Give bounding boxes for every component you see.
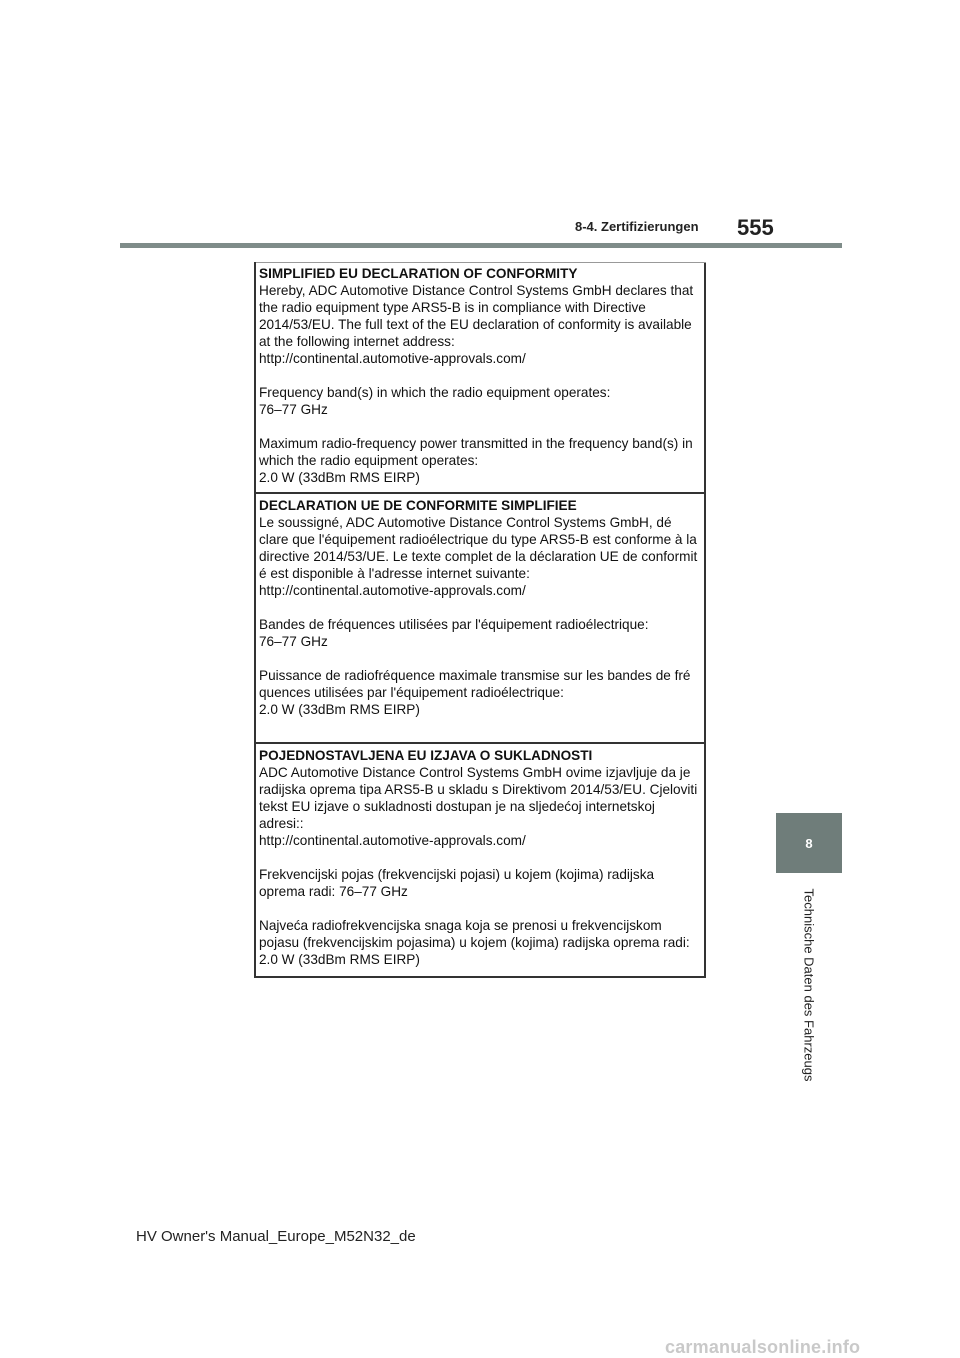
text-line: clare que l'équipement radioélectrique du type ARS5-B est conforme à la (259, 532, 697, 547)
text-line: 2.0 W (33dBm RMS EIRP) (259, 952, 420, 967)
chapter-tab (776, 813, 842, 873)
text-line: pojasu (frekvencijskim pojasima) u kojem (kojima) radijska oprema radi: (259, 935, 690, 950)
text-line: Le soussigné, ADC Automotive Distance Control Systems GmbH, dé (259, 515, 672, 530)
text-line: radijska oprema tipa ARS5-B u skladu s Direktivom 2014/53/EU. Cjeloviti (259, 782, 698, 797)
text-line: 76–77 GHz (259, 402, 328, 417)
text-line: which the radio equipment operates: (259, 453, 479, 468)
power-paragraph (259, 917, 701, 968)
text-line: tekst EU izjave o sukladnosti dostupan je na sljedećoj internetskoj (259, 799, 655, 814)
text-line: Frekvencijski pojas (frekvencijski pojasi) u kojem (kojima) radijska (259, 867, 655, 882)
url-text: http://continental.automotive-approvals.com/ (259, 583, 526, 598)
header-divider (120, 243, 842, 248)
text-line: Najveća radiofrekvencijska snaga koja se prenosi u frekvencijskom (259, 918, 662, 933)
text-line: Puissance de radiofréquence maximale transmise sur les bandes de fré (259, 668, 691, 683)
frequency-paragraph (259, 384, 701, 418)
power-paragraph (259, 435, 701, 486)
frequency-paragraph (259, 616, 701, 650)
chapter-title: Technische Daten des Fahrzeugs (801, 888, 817, 1082)
text-line: Frequency band(s) in which the radio equipment operates: (259, 385, 611, 400)
text-line: ADC Automotive Distance Control Systems GmbH ovime izjavljuje da je (259, 765, 691, 780)
text-line: 2.0 W (33dBm RMS EIRP) (259, 702, 420, 717)
page-number: 555 (737, 215, 774, 240)
declaration-hr (256, 744, 704, 974)
declaration-fr (256, 494, 704, 744)
declaration-paragraph (259, 764, 701, 849)
chapter-number: 8 (805, 835, 813, 851)
text-line: adresi:: (259, 816, 304, 831)
power-paragraph (259, 667, 701, 718)
text-line: 76–77 GHz (259, 634, 328, 649)
certification-image (254, 262, 706, 978)
text-line: 2.0 W (33dBm RMS EIRP) (259, 470, 420, 485)
text-line: Maximum radio-frequency power transmitted in the frequency band(s) in (259, 436, 693, 451)
text-line: Bandes de fréquences utilisées par l'équipement radioélectrique: (259, 617, 649, 632)
url-text: http://continental.automotive-approvals.com/ (259, 833, 526, 848)
declaration-title: POJEDNOSTAVLJENA EU IZJAVA O SUKLADNOSTI (259, 748, 593, 763)
text-line: quences utilisées par l'équipement radioélectrique: (259, 685, 564, 700)
text-line: the radio equipment type ARS5-B is in compliance with Directive (259, 300, 646, 315)
declaration-en (256, 262, 704, 494)
text-line: 2014/53/EU. The full text of the EU declaration of conformity is available (259, 317, 692, 332)
section-heading: 8-4. Zertifizierungen (575, 219, 699, 234)
text-line: é est disponible à l'adresse internet suivante: (259, 566, 530, 581)
text-line: directive 2014/53/UE. Le texte complet de la déclaration UE de conformit (259, 549, 698, 564)
frequency-paragraph (259, 866, 701, 900)
declaration-paragraph (259, 282, 701, 367)
url-text: http://continental.automotive-approvals.com/ (259, 351, 526, 366)
text-line: at the following internet address: (259, 334, 455, 349)
text-line: oprema radi: 76–77 GHz (259, 884, 408, 899)
declaration-title: SIMPLIFIED EU DECLARATION OF CONFORMITY (259, 266, 578, 281)
document-name: HV Owner's Manual_Europe_M52N32_de (136, 1228, 416, 1245)
watermark: carmanualsonline.info (665, 1337, 861, 1357)
declaration-title: DECLARATION UE DE CONFORMITE SIMPLIFIEE (259, 498, 577, 513)
text-line: Hereby, ADC Automotive Distance Control Systems GmbH declares that (259, 283, 694, 298)
declaration-paragraph (259, 514, 701, 599)
